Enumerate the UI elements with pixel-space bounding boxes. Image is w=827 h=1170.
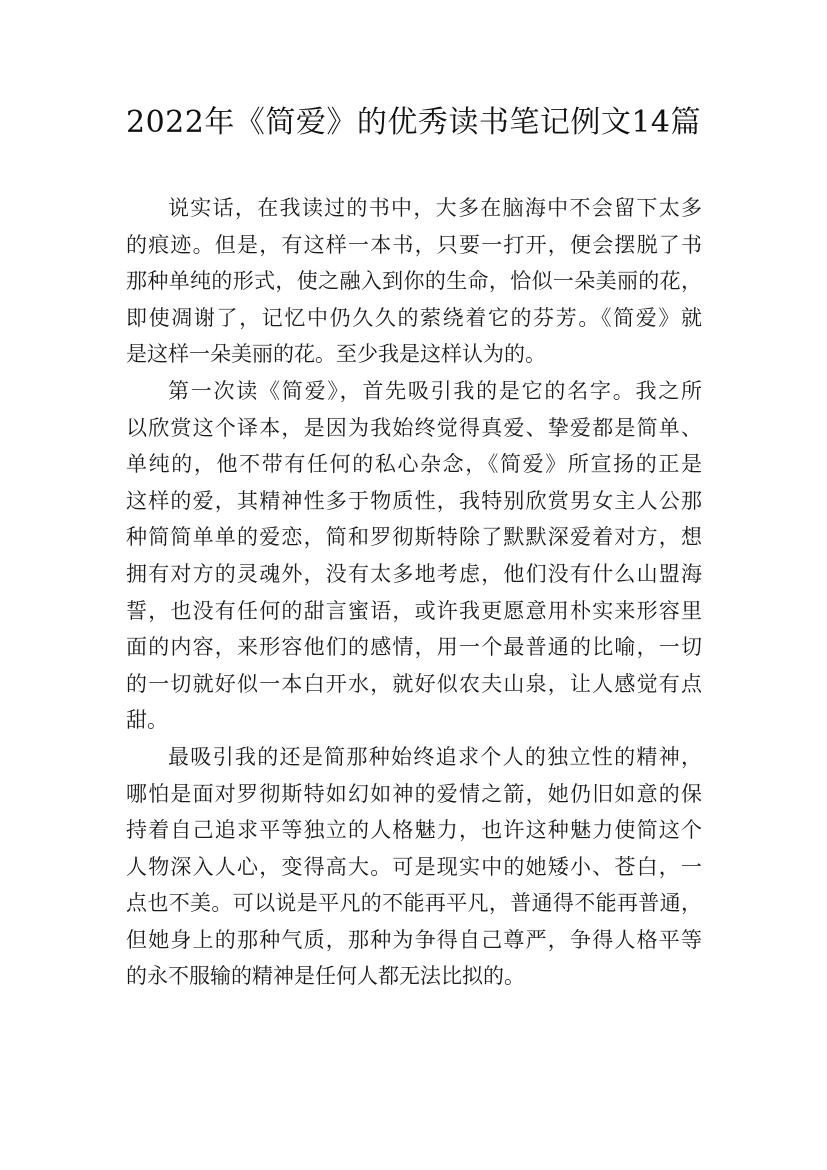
text-line: 第一次读《简爱》，首先吸引我的是它的名字。我之所 [168, 378, 702, 403]
paragraph-2 [126, 373, 702, 739]
text-line: 这样的爱，其精神性多于物质性，我特别欣赏男女主人公那 [126, 488, 702, 513]
text-line: 那种单纯的形式，使之融入到你的生命，恰似一朵美丽的花， [126, 269, 702, 294]
text-line: 的永不服输的精神是任何人都无法比拟的。 [126, 964, 525, 989]
paragraph-3 [126, 739, 702, 995]
text-line: 的痕迹。但是，有这样一本书，只要一打开，便会摆脱了书 [126, 232, 702, 257]
text-line: 是这样一朵美丽的花。至少我是这样认为的。 [126, 342, 546, 367]
text-line: 甜。 [126, 708, 168, 733]
text-line: 点也不美。可以说是平凡的不能再平凡，普通得不能再普通， [126, 891, 702, 916]
text-line: 种简简单单的爱恋，简和罗彻斯特除了默默深爱着对方，想 [126, 525, 702, 550]
text-line: 单纯的，他不带有任何的私心杂念，《简爱》所宣扬的正是 [126, 452, 702, 477]
text-line: 拥有对方的灵魂外，没有太多地考虑，他们没有什么山盟海 [126, 561, 702, 586]
text-line: 说实话，在我读过的书中，大多在脑海中不会留下太多 [168, 196, 702, 220]
document-body [126, 190, 702, 995]
paragraph-1 [126, 190, 702, 373]
text-line: 面的内容，来形容他们的感情，用一个最普通的比喻，一切 [126, 635, 702, 660]
text-line: 的一切就好似一本白开水，就好似农夫山泉，让人感觉有点 [126, 671, 702, 696]
document-title: 2022年《简爱》的优秀读书笔记例文14篇 [125, 105, 702, 140]
text-line: 哪怕是面对罗彻斯特如幻如神的爱情之箭，她仍旧如意的保 [126, 781, 702, 806]
text-line: 最吸引我的还是简那种始终追求个人的独立性的精神， [168, 744, 702, 769]
text-line: 人物深入人心，变得高大。可是现实中的她矮小、苍白，一 [126, 854, 702, 879]
text-line: 以欣赏这个译本，是因为我始终觉得真爱、挚爱都是简单、 [126, 415, 702, 440]
text-line: 持着自己追求平等独立的人格魅力，也许这种魅力使简这个 [126, 818, 702, 843]
text-line: 即使凋谢了，记忆中仍久久的萦绕着它的芬芳。《简爱》就 [126, 305, 702, 330]
text-line: 但她身上的那种气质，那种为争得自己尊严，争得人格平等 [126, 927, 702, 952]
text-line: 誓，也没有任何的甜言蜜语，或许我更愿意用朴实来形容里 [126, 598, 702, 623]
